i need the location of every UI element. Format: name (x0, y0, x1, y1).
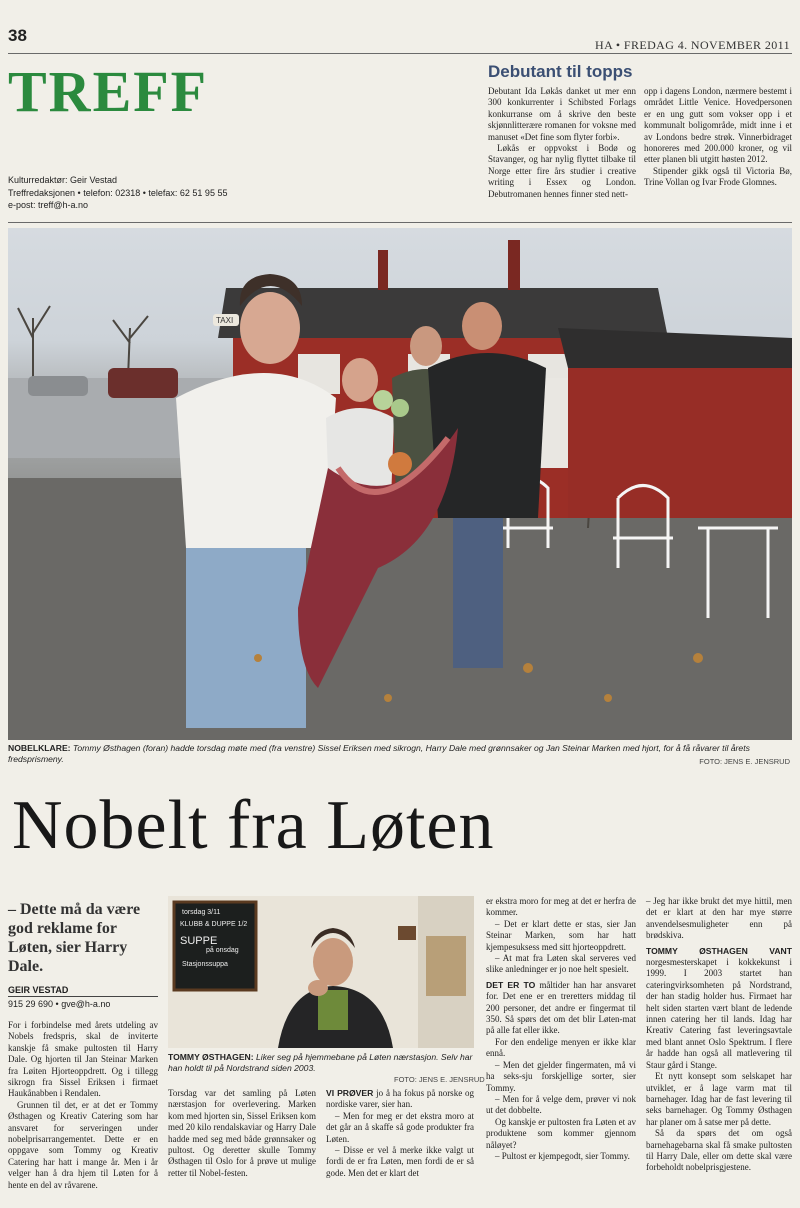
article-paragraph: For i forbindelse med årets utdeling av Nobels fredspris, skal de inviterte kanskje få smake pultosten til Harry Dale. Og hjorten til Jan Steinar Marken fra Løiten Hjorteoppdrett. Og i tillegg sikrogn fra Sissel Eriksen i firmaet Haukånabben i Rendalen. (8, 1020, 158, 1099)
article-paragraph: For den endelige menyen er ikke klar ennå. (486, 1036, 636, 1059)
article-col-2 (168, 1088, 316, 1179)
teaser-paragraph: opp i dagens London, nærmere bestemt i området Little Venice. Hovedpersonen er en ung gutt som vokser opp i et kommunalt boligområde, midt inne i et av Londons bedre strøk. Vinnerbidraget honoreres med 200.000 kroner, og vil etter planen bli utgitt høsten 2012. (644, 86, 792, 165)
board-line: på onsdag (206, 947, 239, 954)
article-paragraph: – Men for meg er det ekstra moro at det går an å skaffe så gode produkter fra Løten. (326, 1110, 474, 1144)
paragraph-kicker: VI PRØVER (326, 1088, 374, 1098)
article-paragraph: jo å ha fokus på norske og nordiske varer, sier han. (326, 1088, 474, 1110)
desk-line: Treffredaksjonen • telefon: 02318 • telefax: 62 51 95 55 (8, 187, 228, 198)
main-photo (8, 228, 792, 740)
caption-text: Tommy Østhagen (foran) hadde torsdag møte med (fra venstre) Sissel Eriksen med sikrogn, Harry Dale med grønnsaker og Jan Steinar Marken med hjort, for å få råvarer til årets fredsprismeny. (8, 743, 750, 764)
article-paragraph: Torsdag var det samling på Løten nærstasjon for overlevering. Marken kom med hjorten sin, Sissel Eriksen kom med 20 kilo rendalskaviar og Harry Dale hadde med seg med både grønnsaker og pultost. Og deretter skulle Tommy Østhagen til Oslo for å prøve ut mulige retter til Nobel-festen. (168, 1088, 316, 1178)
article-headline: Nobelt fra Løten (12, 787, 495, 864)
article-paragraph: er ekstra moro for meg at det er herfra de kommer. (486, 896, 636, 918)
section-title: TREFF (8, 59, 209, 124)
paragraph-kicker: DET ER TO (486, 979, 536, 990)
small-photo (168, 896, 474, 1048)
page-number: 38 (8, 26, 27, 45)
board-line: SUPPE (180, 935, 218, 947)
date-line: HA • FREDAG 4. NOVEMBER 2011 (595, 38, 790, 52)
byline-rule (8, 996, 158, 997)
article-col-1 (8, 1020, 158, 1191)
article-paragraph: Så da spørs det om også barnehagebarna skal få smake pultosten til Harry Dale, eller om dette skal være forbeholdt nobelprisgjestene. (646, 1128, 792, 1173)
byline-contact: 915 29 690 • gve@h-a.no (8, 999, 111, 1009)
caption-kicker: TOMMY ØSTHAGEN: (168, 1052, 254, 1062)
board-line: torsdag 3/11 (182, 909, 221, 916)
caption-kicker: NOBELKLARE: (8, 743, 71, 753)
article-paragraph: Grunnen til det, er at det er Tommy Østhagen og Kreativ Catering som har ansvaret for serveringen under nobelprisarrangementet. Dette er en oppgave som Tommy og Kreativ Catering har hatt i mange år. Men i år velger han å dra hjem til Løten for å hente en del av råvarene. (8, 1099, 158, 1190)
article-paragraph: – Men det gjelder fingermaten, må vi ha seks-sju forskjellige sorter, sier Tommy. (486, 1059, 636, 1093)
editor-line: Kulturredaktør: Geir Vestad (8, 175, 118, 185)
paragraph-kicker: TOMMY ØSTHAGEN VANT (646, 945, 792, 956)
main-photo-credit: FOTO: JENS E. JENSRUD (699, 757, 790, 766)
article-paragraph: – Jeg har ikke brukt det mye hittil, men det er klart at den har mye større anvendelsesmuligheter enn på brødskiva. (646, 896, 792, 941)
teaser-paragraph: Løkås er oppvokst i Bodø og Stavanger, og har nylig flyttet tilbake til Norge etter fire års studier i creative writing i Essex og London. Debutromanen hennes finner sted nett- (488, 143, 636, 199)
article-paragraph: måltider han har ansvaret for. Det ene er en treretters middag til 200 personer, det andre er fingermat til 350. Så spørs det om det blir Løten-mat på alle fat eller ikke. (486, 979, 636, 1036)
email-line: e-post: treff@h-a.no (8, 200, 89, 210)
article-paragraph: – At mat fra Løten skal serveres ved slike anledninger er jo noe helt spesielt. (486, 953, 636, 975)
article-col-3 (326, 1088, 474, 1179)
article-paragraph: – Disse er vel å merke ikke valgt ut fordi de er fra Løten, men fordi de er så gode. Men det er klart det (326, 1145, 474, 1178)
small-photo-scene (168, 896, 474, 1048)
article-col-5 (646, 896, 792, 1174)
board-line: Stasjonssuppa (182, 961, 228, 968)
article-lead: – Dette må da være god reklame for Løten, sier Harry Dale. (8, 901, 141, 975)
teaser-col-1 (488, 86, 636, 200)
section-contacts (8, 174, 227, 212)
article-paragraph: Et nytt konsept som selskapet har utviklet, er å lage varm mat til barnehager. Idag har de fast levering til seks barnehager. Og Tommy Østhagen har planer om å satse mer på dette. (646, 1071, 792, 1127)
taxi-sign: TAXI (216, 316, 234, 325)
teaser-paragraph: Stipender gikk også til Victoria Bø, Trine Vollan og Ivar Frode Glomnes. (644, 165, 792, 188)
small-photo-credit: FOTO: JENS E. JENSRUD (394, 1075, 485, 1084)
byline-name: GEIR VESTAD (8, 985, 69, 995)
small-photo-caption (168, 1052, 474, 1074)
article-paragraph: – Men for å velge dem, prøver vi nok ut det dobbelte. (486, 1093, 636, 1116)
article-col-4 (486, 896, 636, 1162)
article-paragraph: – Pultost er kjempegodt, sier Tommy. (495, 1150, 630, 1161)
article-paragraph: norgesmesterskapet i kokkekunst i 1999. I 2003 startet han cateringvirksomheten på Nordstrand, der han stadig holder hus. Firmaet har helt siden starten vært blant de ledende innen catering her til lands. Idag har Kreativ Catering fast leveringsavtale med blant annet Oslo Spektrum. I flere år hadde han også all matlevering til Staur gård i Stange. (646, 957, 792, 1070)
section-rule (8, 222, 792, 223)
caption-text: Liker seg på hjemmebane på Løten nærstasjon. Selv har han holdt til på Nordstrand siden 2003. (168, 1052, 473, 1073)
board-line: KLUBB & DUPPE 1/2 (180, 921, 248, 928)
teaser-title: Debutant til topps (488, 62, 633, 81)
article-paragraph: Og kanskje er pultosten fra Løten et av produktene som kommer gjennom nåløyet? (486, 1116, 636, 1150)
main-photo-caption (8, 743, 792, 765)
main-photo-scene (8, 228, 792, 740)
top-rule (8, 53, 792, 54)
teaser-col-2 (644, 86, 792, 189)
article-paragraph: – Det er klart dette er stas, sier Jan Steinar Marken, som har hatt kjempesuksess med sitt hjorteoppdrett. (486, 918, 636, 952)
teaser-paragraph: Debutant Ida Løkås danket ut mer enn 300 konkurrenter i Schibsted Forlags konkurranse om å skrive den beste skjønnlitterære romanen for voksne med manuset «Det fine som flyter forbi». (488, 86, 636, 142)
